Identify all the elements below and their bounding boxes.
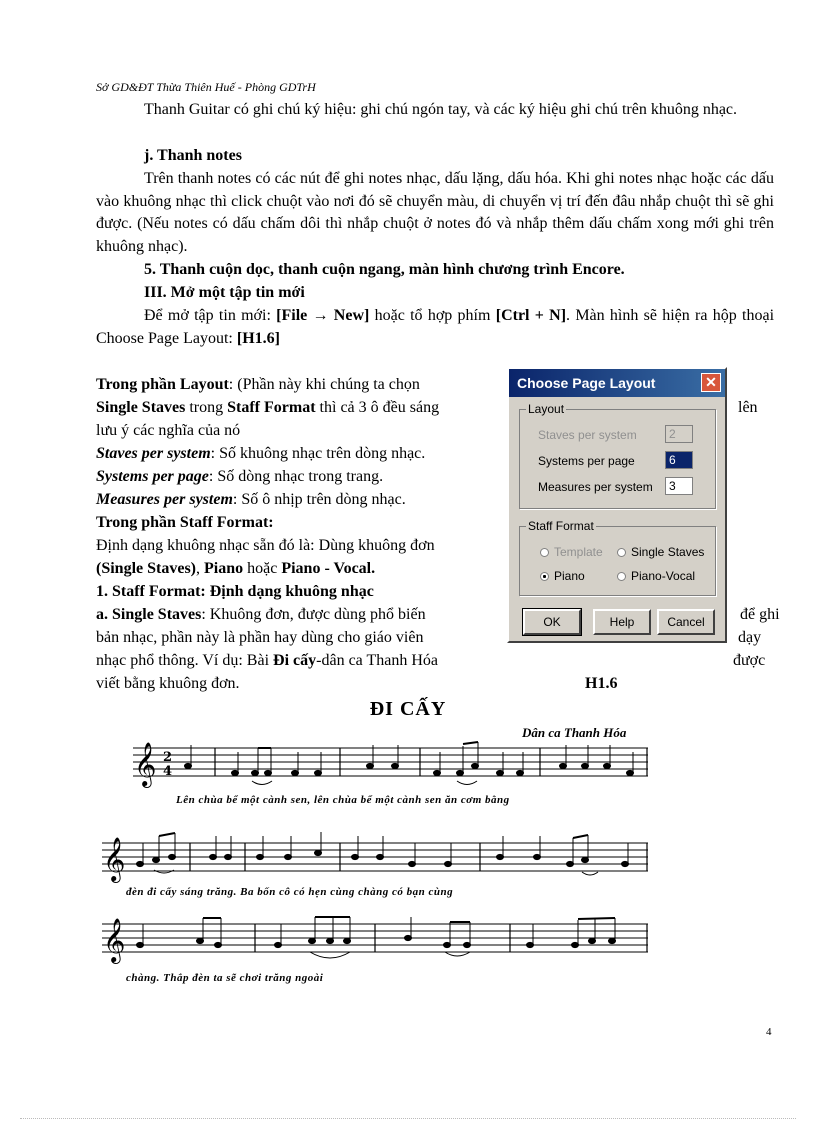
heading-5: 5. Thanh cuộn dọc, thanh cuộn ngang, màn hình chương trình Encore. xyxy=(144,261,625,278)
radio-off-icon xyxy=(617,548,626,557)
choose-page-layout-dialog xyxy=(507,367,727,643)
paragraph-notes: Trên thanh notes có các nút để ghi notes nhạc, dấu lặng, dấu hóa. Khi ghi notes nhạc hoặc các dấu vào khuông nhạc thì click chuột vào nơi đó sẽ chuyển màu, di chuyển vị trí đến đâu nhắp chuột thì sẽ ghi được. (Nếu notes có dấu chấm dôi thì nhắp chuột ở notes đó và nhắp thêm dấu chấm xong mới ghi trên khuông nhạc). xyxy=(96,170,774,255)
measures-def: Measures per system: Số ô nhịp trên dòng nhạc. xyxy=(96,491,406,508)
dialog-title-bar xyxy=(509,369,725,397)
svg-text:2: 2 xyxy=(163,750,173,765)
clefs xyxy=(103,742,172,964)
note-line: lưu ý các nghĩa của nó xyxy=(96,422,241,439)
svg-text:𝄞: 𝄞 xyxy=(103,837,126,881)
lyrics-row-2: đèn đi cấy sáng trăng. Ba bốn cô có hẹn cùng chàng có bạn cùng xyxy=(126,886,454,898)
staff-format-heading: Trong phần Staff Format: xyxy=(96,514,274,531)
measures-per-system-label: Measures per system xyxy=(538,480,653,494)
paragraph-guitar: Thanh Guitar có ghi chú ký hiệu: ghi chú ngón tay, và các ký hiệu ghi chú trên khuông nhạc. xyxy=(144,101,738,118)
systems-def: Systems per page: Số dòng nhạc trong trang. xyxy=(96,468,384,485)
svg-text:𝄞: 𝄞 xyxy=(103,918,126,962)
radio-on-icon xyxy=(540,572,549,581)
layout-group xyxy=(519,402,716,509)
figure-caption: H1.6 xyxy=(585,675,618,692)
single-staves-line2: bản nhạc, phần này là phần hay dùng cho giáo viên xyxy=(96,629,424,646)
systems-per-page-label: Systems per page xyxy=(538,454,635,468)
de-ghi-word: để ghi xyxy=(740,606,780,623)
page-number: 4 xyxy=(766,1026,772,1038)
day-word: dạy xyxy=(738,629,762,646)
staves-per-system-input[interactable]: 2 xyxy=(665,425,693,443)
page-bottom-border xyxy=(20,1118,796,1119)
notes xyxy=(137,742,634,948)
svg-text:𝄞: 𝄞 xyxy=(134,742,157,786)
page-header: Sở GD&ĐT Thừa Thiên Huế - Phòng GDTrH xyxy=(96,80,316,94)
heading-staff-format: 1. Staff Format: Định dạng khuông nhạc xyxy=(96,583,374,600)
staves-per-system-label: Staves per system xyxy=(538,428,637,442)
lyrics-row-3: chàng. Thắp đèn ta sẽ chơi trăng ngoài xyxy=(126,972,324,984)
radio-off-icon xyxy=(617,572,626,581)
len-word: lên xyxy=(738,399,758,416)
close-icon[interactable]: ✕ xyxy=(701,373,721,392)
single-staves-radio[interactable]: Single Staves xyxy=(617,545,704,559)
radio-off-icon xyxy=(540,548,549,557)
staff-format-group xyxy=(519,519,716,596)
score-title: ĐI CẤY xyxy=(369,698,447,720)
single-staves-line1: a. Single Staves: Khuông đơn, được dùng phổ biến xyxy=(96,606,426,623)
template-radio[interactable]: Template xyxy=(540,545,603,559)
staves-def: Staves per system: Số khuông nhạc trên dòng nhạc. xyxy=(96,445,426,462)
measures-per-system-input[interactable]: 3 xyxy=(665,477,693,495)
staff-format-group-label: Staff Format xyxy=(528,519,594,533)
systems-per-page-input[interactable]: 6 xyxy=(665,451,693,469)
heading-j: j. Thanh notes xyxy=(144,147,242,164)
staff-format-line1: Định dạng khuông nhạc sẵn đó là: Dùng khuông đơn xyxy=(96,537,435,554)
lyrics-row-1: Lên chùa bể một cành sen, lên chùa bể một cành sen ăn cơm bằng xyxy=(176,794,510,806)
layout-line: Trong phần Layout: (Phần này khi chúng ta chọn xyxy=(96,376,420,393)
dialog-title: Choose Page Layout xyxy=(517,375,656,391)
duoc-word: được xyxy=(733,652,766,669)
paragraph-open-file: Để mở tập tin mới: [File → New] hoặc tổ hợp phím [Ctrl + N]. Màn hình sẽ hiện ra hộp thoại Choose Page Layout: [H1.6] xyxy=(96,307,775,347)
piano-radio[interactable]: Piano xyxy=(540,569,585,583)
help-button[interactable]: Help xyxy=(593,609,651,635)
cancel-button[interactable]: Cancel xyxy=(657,609,715,635)
single-staves-line3: nhạc phổ thông. Ví dụ: Bài Đi cấy-dân ca Thanh Hóa xyxy=(96,652,439,669)
layout-group-label: Layout xyxy=(528,402,565,416)
barlines xyxy=(190,748,647,952)
slurs xyxy=(154,781,598,958)
ok-button[interactable]: OK xyxy=(523,609,581,635)
staff-lines xyxy=(102,748,648,952)
piano-vocal-radio[interactable]: Piano-Vocal xyxy=(617,569,695,583)
single-line: Single Staves trong Staff Format thì cả 3 ô đều sáng xyxy=(96,399,440,416)
heading-3: III. Mở một tập tin mới xyxy=(144,284,305,301)
single-staves-line4: viết bằng khuông đơn. xyxy=(96,675,240,692)
svg-text:4: 4 xyxy=(163,764,173,779)
score-composer: Dân ca Thanh Hóa xyxy=(522,725,627,740)
staff-format-line2: (Single Staves), Piano hoặc Piano - Vocal. xyxy=(96,560,376,577)
